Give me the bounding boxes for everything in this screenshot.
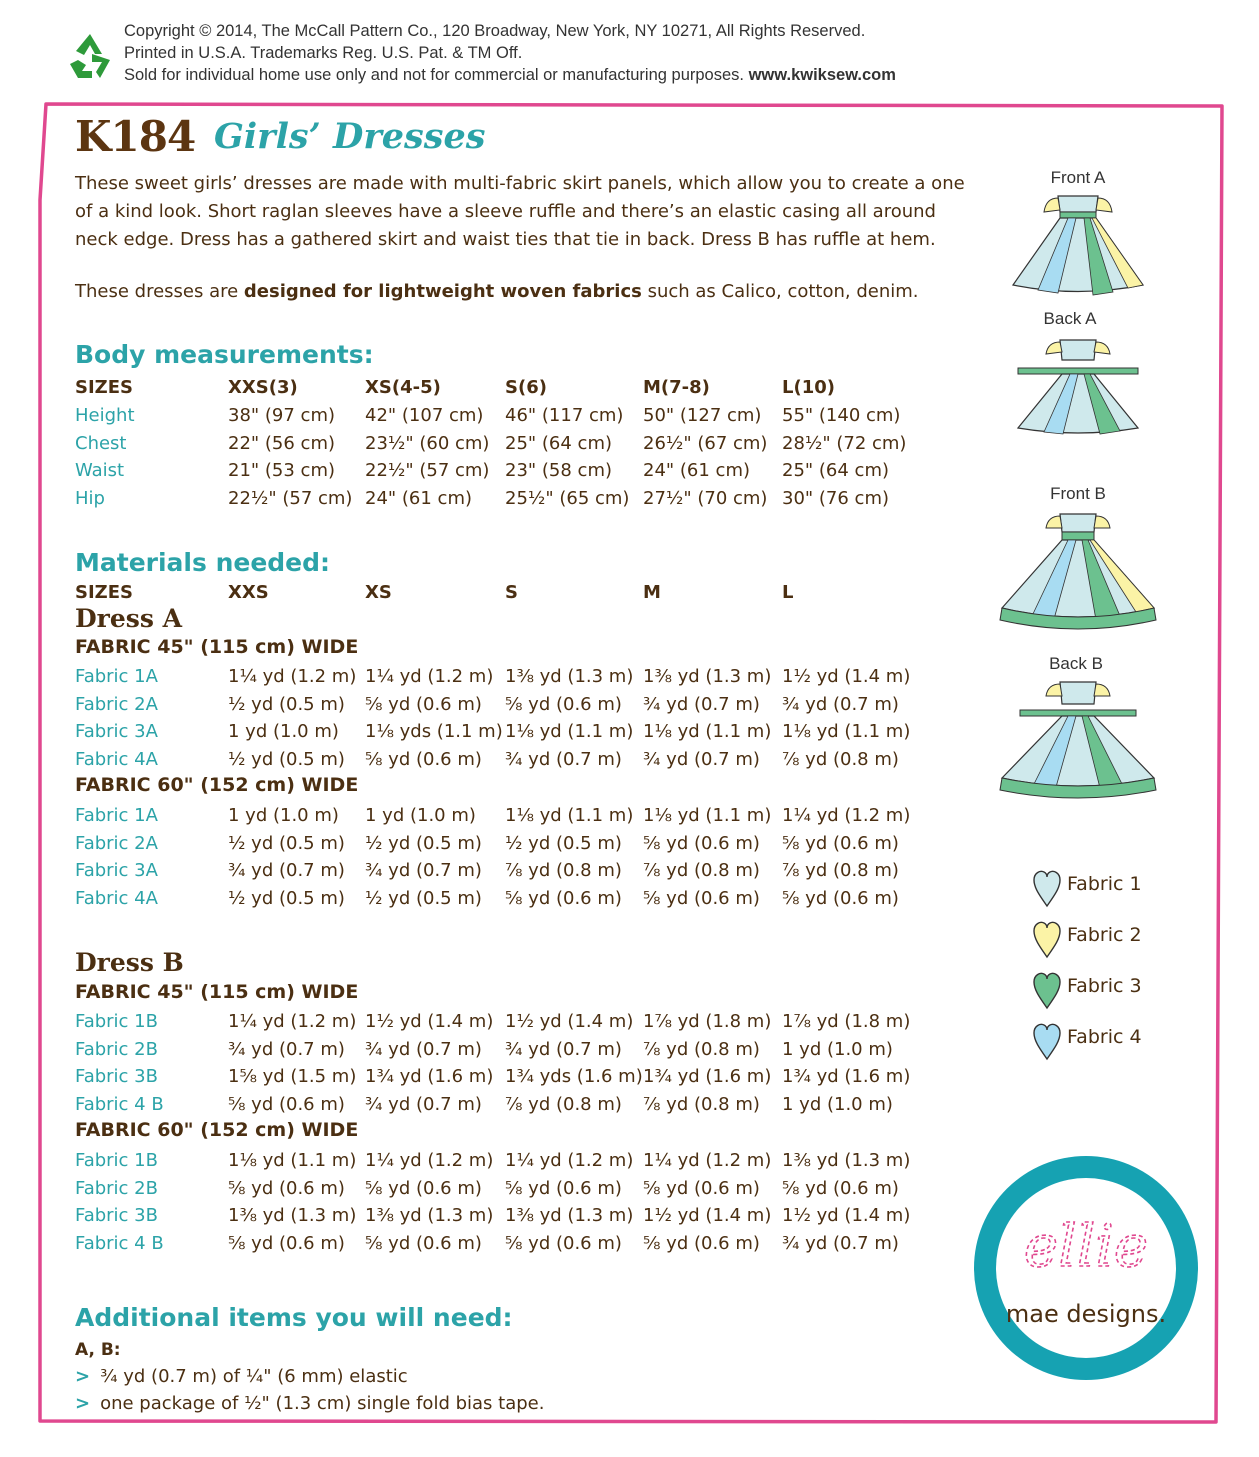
table-cell: 21" (53 cm): [228, 460, 336, 482]
table-cell: 22" (56 cm): [228, 432, 336, 454]
table-cell: 26½" (67 cm): [643, 432, 768, 454]
table-cell: ¾ yd (0.7 m): [228, 860, 345, 882]
table-cell: ¾ yd (0.7 m): [505, 749, 622, 771]
header-cell: SIZES: [75, 377, 133, 398]
table-cell: 1¼ yd (1.2 m): [228, 666, 357, 687]
table-cell: ⅝ yd (0.6 m): [505, 693, 622, 715]
view-label-front-a: Front A: [1050, 168, 1106, 187]
table-cell: 1¼ yd (1.2 m): [228, 1011, 357, 1032]
table-cell: 1 yd (1.0 m): [228, 721, 339, 743]
table-cell: ½ yd (0.5 m): [228, 693, 345, 715]
dress-b-fabric45-heading: FABRIC 45" (115 cm) WIDE: [75, 981, 359, 1003]
table-cell: 1¼ yd (1.2 m): [782, 805, 911, 826]
body-measurements-heading: Body measurements:: [75, 340, 374, 369]
row-label: Fabric 2A: [75, 693, 158, 715]
table-cell: ⅝ yd (0.6 m): [228, 1094, 345, 1116]
back-b-illustration: [996, 676, 1161, 806]
row-label: Fabric 1B: [75, 1011, 158, 1032]
table-cell: 1⅝ yd (1.5 m): [228, 1066, 357, 1088]
table-cell: 1⅜ yd (1.3 m): [782, 1150, 911, 1171]
table-cell: 1⅛ yd (1.1 m): [643, 805, 772, 826]
additional-item-text: one package of ½" (1.3 cm) single fold bias tape.: [100, 1393, 545, 1414]
fabric-note-suffix: such as Calico, cotton, denim.: [641, 281, 919, 302]
front-a-illustration: [1008, 190, 1148, 300]
logo-sub-text: mae designs.: [1005, 1300, 1167, 1328]
header-cell: XS(4-5): [365, 377, 441, 398]
table-cell: ¾ yd (0.7 m): [365, 1038, 482, 1060]
table-cell: ⅝ yd (0.6 m): [228, 1233, 345, 1255]
table-cell: 1¾ yds (1.6 m): [505, 1066, 643, 1088]
table-cell: 50" (127 cm): [643, 405, 762, 426]
table-cell: ¾ yd (0.7 m): [643, 693, 760, 715]
row-label: Fabric 3A: [75, 860, 158, 882]
table-cell: ⅞ yd (0.8 m): [505, 860, 622, 882]
table-cell: 27½" (70 cm): [643, 488, 768, 510]
table-cell: ⅝ yd (0.6 m): [228, 1177, 345, 1199]
table-cell: 1⅜ yd (1.3 m): [365, 1205, 494, 1227]
header-cell: SIZES: [75, 582, 133, 603]
pattern-code: K184: [75, 112, 196, 161]
row-label: Waist: [75, 460, 125, 482]
row-label: Fabric 2B: [75, 1038, 158, 1060]
fabric-heart-icon: [1032, 970, 1062, 1010]
row-label: Fabric 3B: [75, 1066, 158, 1088]
copyright-block: [124, 20, 896, 86]
table-cell: 22½" (57 cm): [228, 488, 353, 510]
row-label: Hip: [75, 488, 105, 510]
view-label-back-a: Back A: [1043, 309, 1097, 328]
table-cell: 46" (117 cm): [505, 405, 624, 426]
table-cell: ⅝ yd (0.6 m): [782, 888, 899, 910]
table-cell: 1 yd (1.0 m): [782, 1094, 893, 1116]
table-cell: 1⅜ yd (1.3 m): [643, 666, 772, 687]
table-cell: 1½ yd (1.4 m): [782, 1205, 911, 1227]
table-cell: ⅝ yd (0.6 m): [365, 1233, 482, 1255]
dress-b-title: Dress B: [75, 948, 184, 977]
table-cell: ⅞ yd (0.8 m): [643, 1038, 760, 1060]
table-cell: 1½ yd (1.4 m): [365, 1011, 494, 1032]
table-cell: ⅞ yd (0.8 m): [782, 749, 899, 771]
table-cell: 55" (140 cm): [782, 405, 901, 426]
legend-label: Fabric 2: [1067, 924, 1142, 946]
row-label: Fabric 1A: [75, 805, 158, 826]
table-cell: 22½" (57 cm): [365, 460, 490, 482]
table-cell: 1⅜ yd (1.3 m): [505, 666, 634, 687]
table-cell: 23½" (60 cm): [365, 432, 490, 454]
header-cell: L(10): [782, 377, 835, 398]
table-cell: ¾ yd (0.7 m): [365, 860, 482, 882]
table-cell: ⅝ yd (0.6 m): [505, 1233, 622, 1255]
website-link[interactable]: www.kwiksew.com: [748, 66, 896, 84]
table-cell: 1½ yd (1.4 m): [505, 1011, 634, 1032]
row-label: Height: [75, 405, 135, 426]
table-cell: 1½ yd (1.4 m): [782, 666, 911, 687]
header-cell: XS: [365, 582, 392, 603]
table-cell: ⅝ yd (0.6 m): [782, 1177, 899, 1199]
additional-item: [75, 1366, 408, 1387]
row-label: Fabric 1B: [75, 1150, 158, 1171]
header-cell: M(7-8): [643, 377, 710, 398]
table-cell: 1¼ yd (1.2 m): [365, 1150, 494, 1171]
table-cell: 24" (61 cm): [365, 488, 473, 510]
additional-item-text: ¾ yd (0.7 m) of ¼" (6 mm) elastic: [100, 1366, 408, 1387]
row-label: Fabric 4 B: [75, 1094, 164, 1116]
header-cell: M: [643, 582, 661, 603]
row-label: Fabric 4 B: [75, 1233, 164, 1255]
table-cell: ⅝ yd (0.6 m): [365, 693, 482, 715]
table-cell: 28½" (72 cm): [782, 432, 907, 454]
row-label: Fabric 2B: [75, 1177, 158, 1199]
table-cell: 1¼ yd (1.2 m): [643, 1150, 772, 1171]
table-cell: 1⅛ yd (1.1 m): [505, 721, 634, 743]
header-cell: XXS: [228, 582, 269, 603]
row-label: Fabric 4A: [75, 888, 158, 910]
table-cell: 1¼ yd (1.2 m): [505, 1150, 634, 1171]
table-cell: ½ yd (0.5 m): [365, 832, 482, 854]
pattern-title: Girls’ Dresses: [214, 116, 486, 157]
fabric-heart-icon: [1032, 1021, 1062, 1061]
table-cell: 1⅛ yd (1.1 m): [228, 1150, 357, 1171]
materials-heading: Materials needed:: [75, 548, 331, 577]
table-cell: 1 yd (1.0 m): [782, 1038, 893, 1060]
table-cell: ½ yd (0.5 m): [228, 832, 345, 854]
legend-label: Fabric 3: [1067, 975, 1142, 997]
recycle-icon: [62, 30, 118, 82]
table-cell: ¾ yd (0.7 m): [782, 1233, 899, 1255]
table-cell: 1¾ yd (1.6 m): [643, 1066, 772, 1088]
table-cell: ¾ yd (0.7 m): [365, 1094, 482, 1116]
dress-a-fabric60-heading: FABRIC 60" (152 cm) WIDE: [75, 774, 359, 796]
row-label: Fabric 2A: [75, 832, 158, 854]
table-cell: 1 yd (1.0 m): [365, 805, 476, 826]
table-cell: ⅝ yd (0.6 m): [643, 1177, 760, 1199]
table-cell: ⅞ yd (0.8 m): [643, 1094, 760, 1116]
table-cell: ⅝ yd (0.6 m): [365, 1177, 482, 1199]
row-label: Fabric 3A: [75, 721, 158, 743]
table-cell: 1⅛ yd (1.1 m): [782, 721, 911, 743]
header-cell: L: [782, 582, 794, 603]
table-cell: 1 yd (1.0 m): [228, 805, 339, 826]
table-cell: 1⅜ yd (1.3 m): [505, 1205, 634, 1227]
dress-a-fabric45-heading: FABRIC 45" (115 cm) WIDE: [75, 636, 359, 658]
row-label: Fabric 1A: [75, 666, 158, 687]
table-cell: 1⅜ yd (1.3 m): [228, 1205, 357, 1227]
additional-views: A, B:: [75, 1340, 121, 1360]
front-b-illustration: [996, 508, 1161, 636]
ellie-mae-logo: [962, 1148, 1210, 1388]
table-cell: ¾ yd (0.7 m): [505, 1038, 622, 1060]
table-cell: 30" (76 cm): [782, 488, 890, 510]
table-cell: ⅝ yd (0.6 m): [782, 832, 899, 854]
table-cell: ⅝ yd (0.6 m): [643, 832, 760, 854]
copyright-line1: Copyright © 2014, The McCall Pattern Co., 120 Broadway, New York, NY 10271, All Rights Reserved.: [124, 22, 866, 40]
copyright-line3: Sold for individual home use only and not for commercial or manufacturing purposes.: [124, 66, 744, 84]
fabric-heart-icon: [1032, 868, 1062, 908]
table-cell: 24" (61 cm): [643, 460, 751, 482]
fabric-note-prefix: These dresses are: [75, 281, 244, 302]
legend-label: Fabric 4: [1067, 1026, 1142, 1048]
view-label-back-b: Back B: [1049, 654, 1103, 673]
header-cell: S(6): [505, 377, 547, 398]
table-cell: ⅝ yd (0.6 m): [505, 1177, 622, 1199]
table-cell: 38" (97 cm): [228, 405, 336, 426]
table-cell: ½ yd (0.5 m): [228, 749, 345, 771]
table-cell: 1⅛ yds (1.1 m): [365, 721, 503, 743]
dress-a-title: Dress A: [75, 604, 183, 633]
bullet-arrow-icon: >: [75, 1366, 91, 1387]
header-cell: S: [505, 582, 518, 603]
fabric-heart-icon: [1032, 919, 1062, 959]
additional-heading: Additional items you will need:: [75, 1303, 513, 1332]
additional-item: [75, 1393, 544, 1414]
table-cell: 1½ yd (1.4 m): [643, 1205, 772, 1227]
header-cell: XXS(3): [228, 377, 298, 398]
table-cell: 25½" (65 cm): [505, 488, 630, 510]
table-cell: ¾ yd (0.7 m): [782, 693, 899, 715]
table-cell: ⅞ yd (0.8 m): [505, 1094, 622, 1116]
row-label: Fabric 3B: [75, 1205, 158, 1227]
table-cell: ⅞ yd (0.8 m): [643, 860, 760, 882]
table-cell: 23" (58 cm): [505, 460, 613, 482]
table-cell: ½ yd (0.5 m): [505, 832, 622, 854]
table-cell: 1¼ yd (1.2 m): [365, 666, 494, 687]
table-cell: ⅞ yd (0.8 m): [782, 860, 899, 882]
table-cell: 1¾ yd (1.6 m): [365, 1066, 494, 1088]
table-cell: 1¾ yd (1.6 m): [782, 1066, 911, 1088]
table-cell: 1⅛ yd (1.1 m): [505, 805, 634, 826]
table-cell: 1⅛ yd (1.1 m): [643, 721, 772, 743]
table-cell: ⅝ yd (0.6 m): [643, 1233, 760, 1255]
dress-b-fabric60-heading: FABRIC 60" (152 cm) WIDE: [75, 1119, 359, 1141]
table-cell: 42" (107 cm): [365, 405, 484, 426]
table-cell: ⅝ yd (0.6 m): [505, 888, 622, 910]
legend-label: Fabric 1: [1067, 873, 1142, 895]
view-label-front-b: Front B: [1050, 484, 1106, 503]
logo-ellie-text: ellie: [1023, 1212, 1149, 1280]
copyright-line2: Printed in U.S.A. Trademarks Reg. U.S. Pat. & TM Off.: [124, 44, 523, 62]
bullet-arrow-icon: >: [75, 1393, 91, 1414]
table-cell: 1⅞ yd (1.8 m): [782, 1011, 911, 1032]
table-cell: 25" (64 cm): [505, 432, 613, 454]
table-cell: ⅝ yd (0.6 m): [365, 749, 482, 771]
fabric-note-bold: designed for lightweight woven fabrics: [243, 281, 642, 302]
back-a-illustration: [1008, 332, 1148, 440]
table-cell: ¾ yd (0.7 m): [228, 1038, 345, 1060]
row-label: Fabric 4A: [75, 749, 158, 771]
pattern-description: These sweet girls’ dresses are made with multi-fabric skirt panels, which allow you to create a one of a kind look. Short raglan sleeves have a sleeve ruffle and there’s an elastic casing all around neck edge. Dress has a gathered skirt and waist ties that tie in back. Dress B has ruffle at hem.: [75, 173, 965, 250]
table-cell: ⅝ yd (0.6 m): [643, 888, 760, 910]
fabric-note: [75, 281, 919, 302]
table-cell: ½ yd (0.5 m): [228, 888, 345, 910]
table-cell: ½ yd (0.5 m): [365, 888, 482, 910]
table-cell: 1⅞ yd (1.8 m): [643, 1011, 772, 1032]
row-label: Chest: [75, 432, 127, 454]
table-cell: 25" (64 cm): [782, 460, 890, 482]
table-cell: ¾ yd (0.7 m): [643, 749, 760, 771]
